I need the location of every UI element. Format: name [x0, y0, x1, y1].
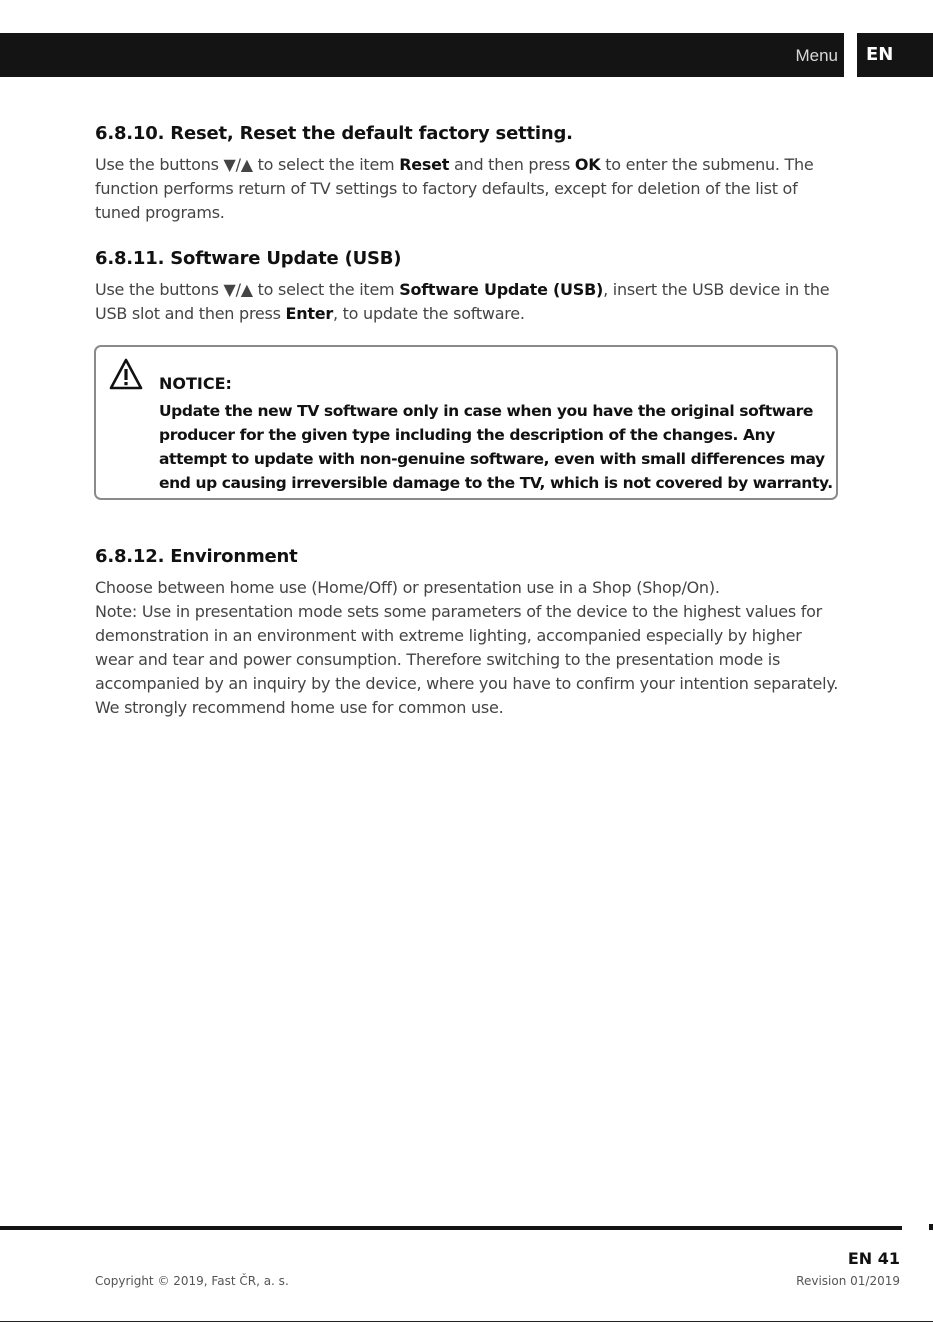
section-environment-title: 6.8.12. Environment [95, 546, 298, 567]
environment-line: Note: Use in presentation mode sets some parameters of the device to the highest values for demonstration in an environment with extreme lighting, accompanied especially by higher wear and tear and power consumption. Therefore switching to the presentation mode is accompanied by an inquiry by the device, where you have to confirm your intention separately. [95, 602, 839, 693]
warning-triangle-icon [109, 358, 143, 390]
update-text-part: Use the buttons ▼/▲ to select the item [95, 280, 400, 299]
ok-key-name: OK [574, 155, 601, 174]
reset-text-part: to enter the submenu. The function performs return of TV settings to factory defaults, except for deletion of the list of tuned programs. [95, 155, 814, 222]
footer-divider [0, 1226, 902, 1230]
page-number: EN 41 [847, 1249, 900, 1268]
header-menu-label: Menu [795, 46, 838, 65]
reset-item-name: Reset [399, 155, 450, 174]
section-update-text [95, 278, 840, 326]
enter-key-name: Enter [285, 304, 333, 323]
section-reset [95, 122, 840, 225]
notice-text: Update the new TV software only in case when you have the original software producer for the given type including the description of the changes. Any attempt to update with non-genuine software, even with small differences may end up causing irreversible damage to the TV, which is not covered by warranty. [159, 402, 833, 492]
section-reset-title: 6.8.10. Reset, Reset the default factory setting. [95, 123, 573, 144]
reset-text-part: Use the buttons ▼/▲ to select the item [95, 155, 400, 174]
section-software-update [95, 247, 840, 326]
update-text-part: , insert the USB device in the USB slot and then press [95, 280, 830, 323]
update-text-part: , to update the software. [332, 304, 525, 323]
environment-line: Choose between home use (Home/Off) or presentation use in a Shop (Shop/On). [95, 578, 720, 597]
section-update-title: 6.8.11. Software Update (USB) [95, 248, 402, 269]
revision-text: Revision 01/2019 [796, 1274, 900, 1288]
copyright-text: Copyright © 2019, Fast ČR, a. s. [95, 1274, 289, 1288]
update-item-name: Software Update (USB) [399, 280, 604, 299]
notice-box [94, 345, 838, 500]
reset-text-part: and then press [449, 155, 575, 174]
environment-line: We strongly recommend home use for common use. [95, 698, 504, 717]
section-reset-text [95, 153, 840, 225]
header-bar [0, 33, 844, 77]
page-bottom-line [0, 1321, 933, 1322]
language-badge: EN [857, 33, 933, 77]
section-environment-text [95, 576, 840, 720]
notice-title: NOTICE: [159, 374, 232, 393]
section-environment [95, 545, 840, 720]
footer-divider-tick [929, 1224, 933, 1230]
